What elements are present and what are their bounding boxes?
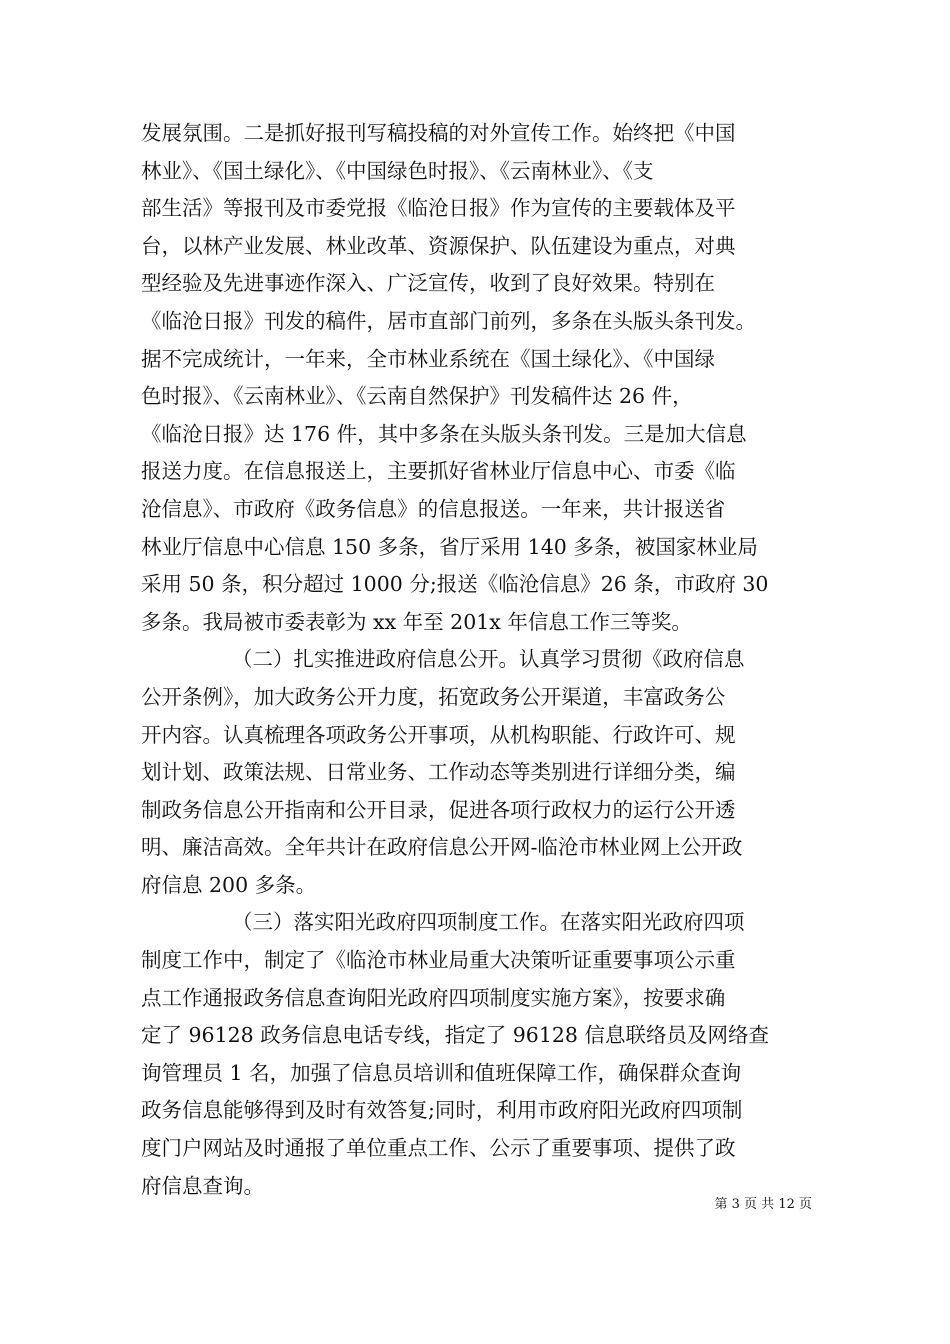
text-line: 开内容。认真梳理各项政务公开事项，从机构职能、行政许可、规 <box>141 722 736 747</box>
text-line: 定了 96128 政务信息电话专线，指定了 96128 信息联络员及网络查 <box>141 1023 769 1048</box>
paragraph <box>141 641 831 904</box>
text-line: 明、廉洁高效。全年共计在政府信息公开网-临沧市林业网上公开政 <box>141 835 743 860</box>
text-line: 政务信息能够得到及时有效答复;同时，利用市政府阳光政府四项制 <box>141 1098 743 1123</box>
text-line: 府信息 200 多条。 <box>141 872 317 897</box>
text-line: 询管理员 1 名，加强了信息员培训和值班保障工作，确保群众查询 <box>141 1060 742 1085</box>
document-body <box>141 115 831 1205</box>
text-line: 《临沧日报》达 176 件，其中多条在头版头条刊发。三是加大信息 <box>141 421 747 446</box>
text-line: 府信息查询。 <box>141 1173 264 1198</box>
text-line: 公开条例》，加大政务公开力度，拓宽政务公开渠道，丰富政务公 <box>141 684 726 709</box>
text-line: 划计划、政策法规、日常业务、工作动态等类别进行详细分类，编 <box>141 760 736 785</box>
text-line: 沧信息》、市政府《政务信息》的信息报送。一年来，共计报送省 <box>141 496 726 521</box>
paragraph <box>141 904 831 1205</box>
text-line: 色时报》、《云南林业》、《云南自然保护》刊发稿件达 26 件， <box>141 384 693 409</box>
paragraph <box>141 115 831 641</box>
text-line: 型经验及先进事迹作深入、广泛宣传，收到了良好效果。特别在 <box>141 271 715 296</box>
text-line: 林业厅信息中心信息 150 多条，省厅采用 140 多条，被国家林业局 <box>141 534 758 559</box>
text-line: 点工作通报政务信息查询阳光政府四项制度实施方案》，按要求确 <box>141 985 726 1010</box>
text-line: 台，以林产业发展、林业改革、资源保护、队伍建设为重点，对典 <box>141 233 736 258</box>
text-line: 发展氛围。二是抓好报刊写稿投稿的对外宣传工作。始终把《中国 <box>141 121 736 145</box>
text-line: 度门户网站及时通报了单位重点工作、公示了重要事项、提供了政 <box>141 1136 736 1161</box>
text-line: 报送力度。在信息报送上，主要抓好省林业厅信息中心、市委《临 <box>141 459 736 484</box>
text-line: 多条。我局被市委表彰为 xx 年至 201x 年信息工作三等奖。 <box>141 609 692 634</box>
text-line: 部生活》等报刊及市委党报《临沧日报》作为宣传的主要载体及平 <box>141 196 736 221</box>
text-line: 据不完成统计，一年来，全市林业系统在《国土绿化》、《中国绿 <box>141 346 715 371</box>
page-number-footer: 第 3 页 共 12 页 <box>714 1197 812 1212</box>
text-line: 林业》、《国土绿化》、《中国绿色时报》、《云南林业》、《支 <box>141 158 654 183</box>
text-line: 制度工作中，制定了《临沧市林业局重大决策听证重要事项公示重 <box>141 948 736 973</box>
text-line: （二）扎实推进政府信息公开。认真学习贯彻《政府信息 <box>232 647 745 672</box>
text-line: （三）落实阳光政府四项制度工作。在落实阳光政府四项 <box>232 910 745 935</box>
text-line: 采用 50 条，积分超过 1000 分;报送《临沧信息》26 条，市政府 30 <box>141 572 769 597</box>
text-line: 《临沧日报》刊发的稿件，居市直部门前列，多条在头版头条刊发。 <box>141 308 756 333</box>
text-line: 制政务信息公开指南和公开目录，促进各项行政权力的运行公开透 <box>141 797 736 822</box>
